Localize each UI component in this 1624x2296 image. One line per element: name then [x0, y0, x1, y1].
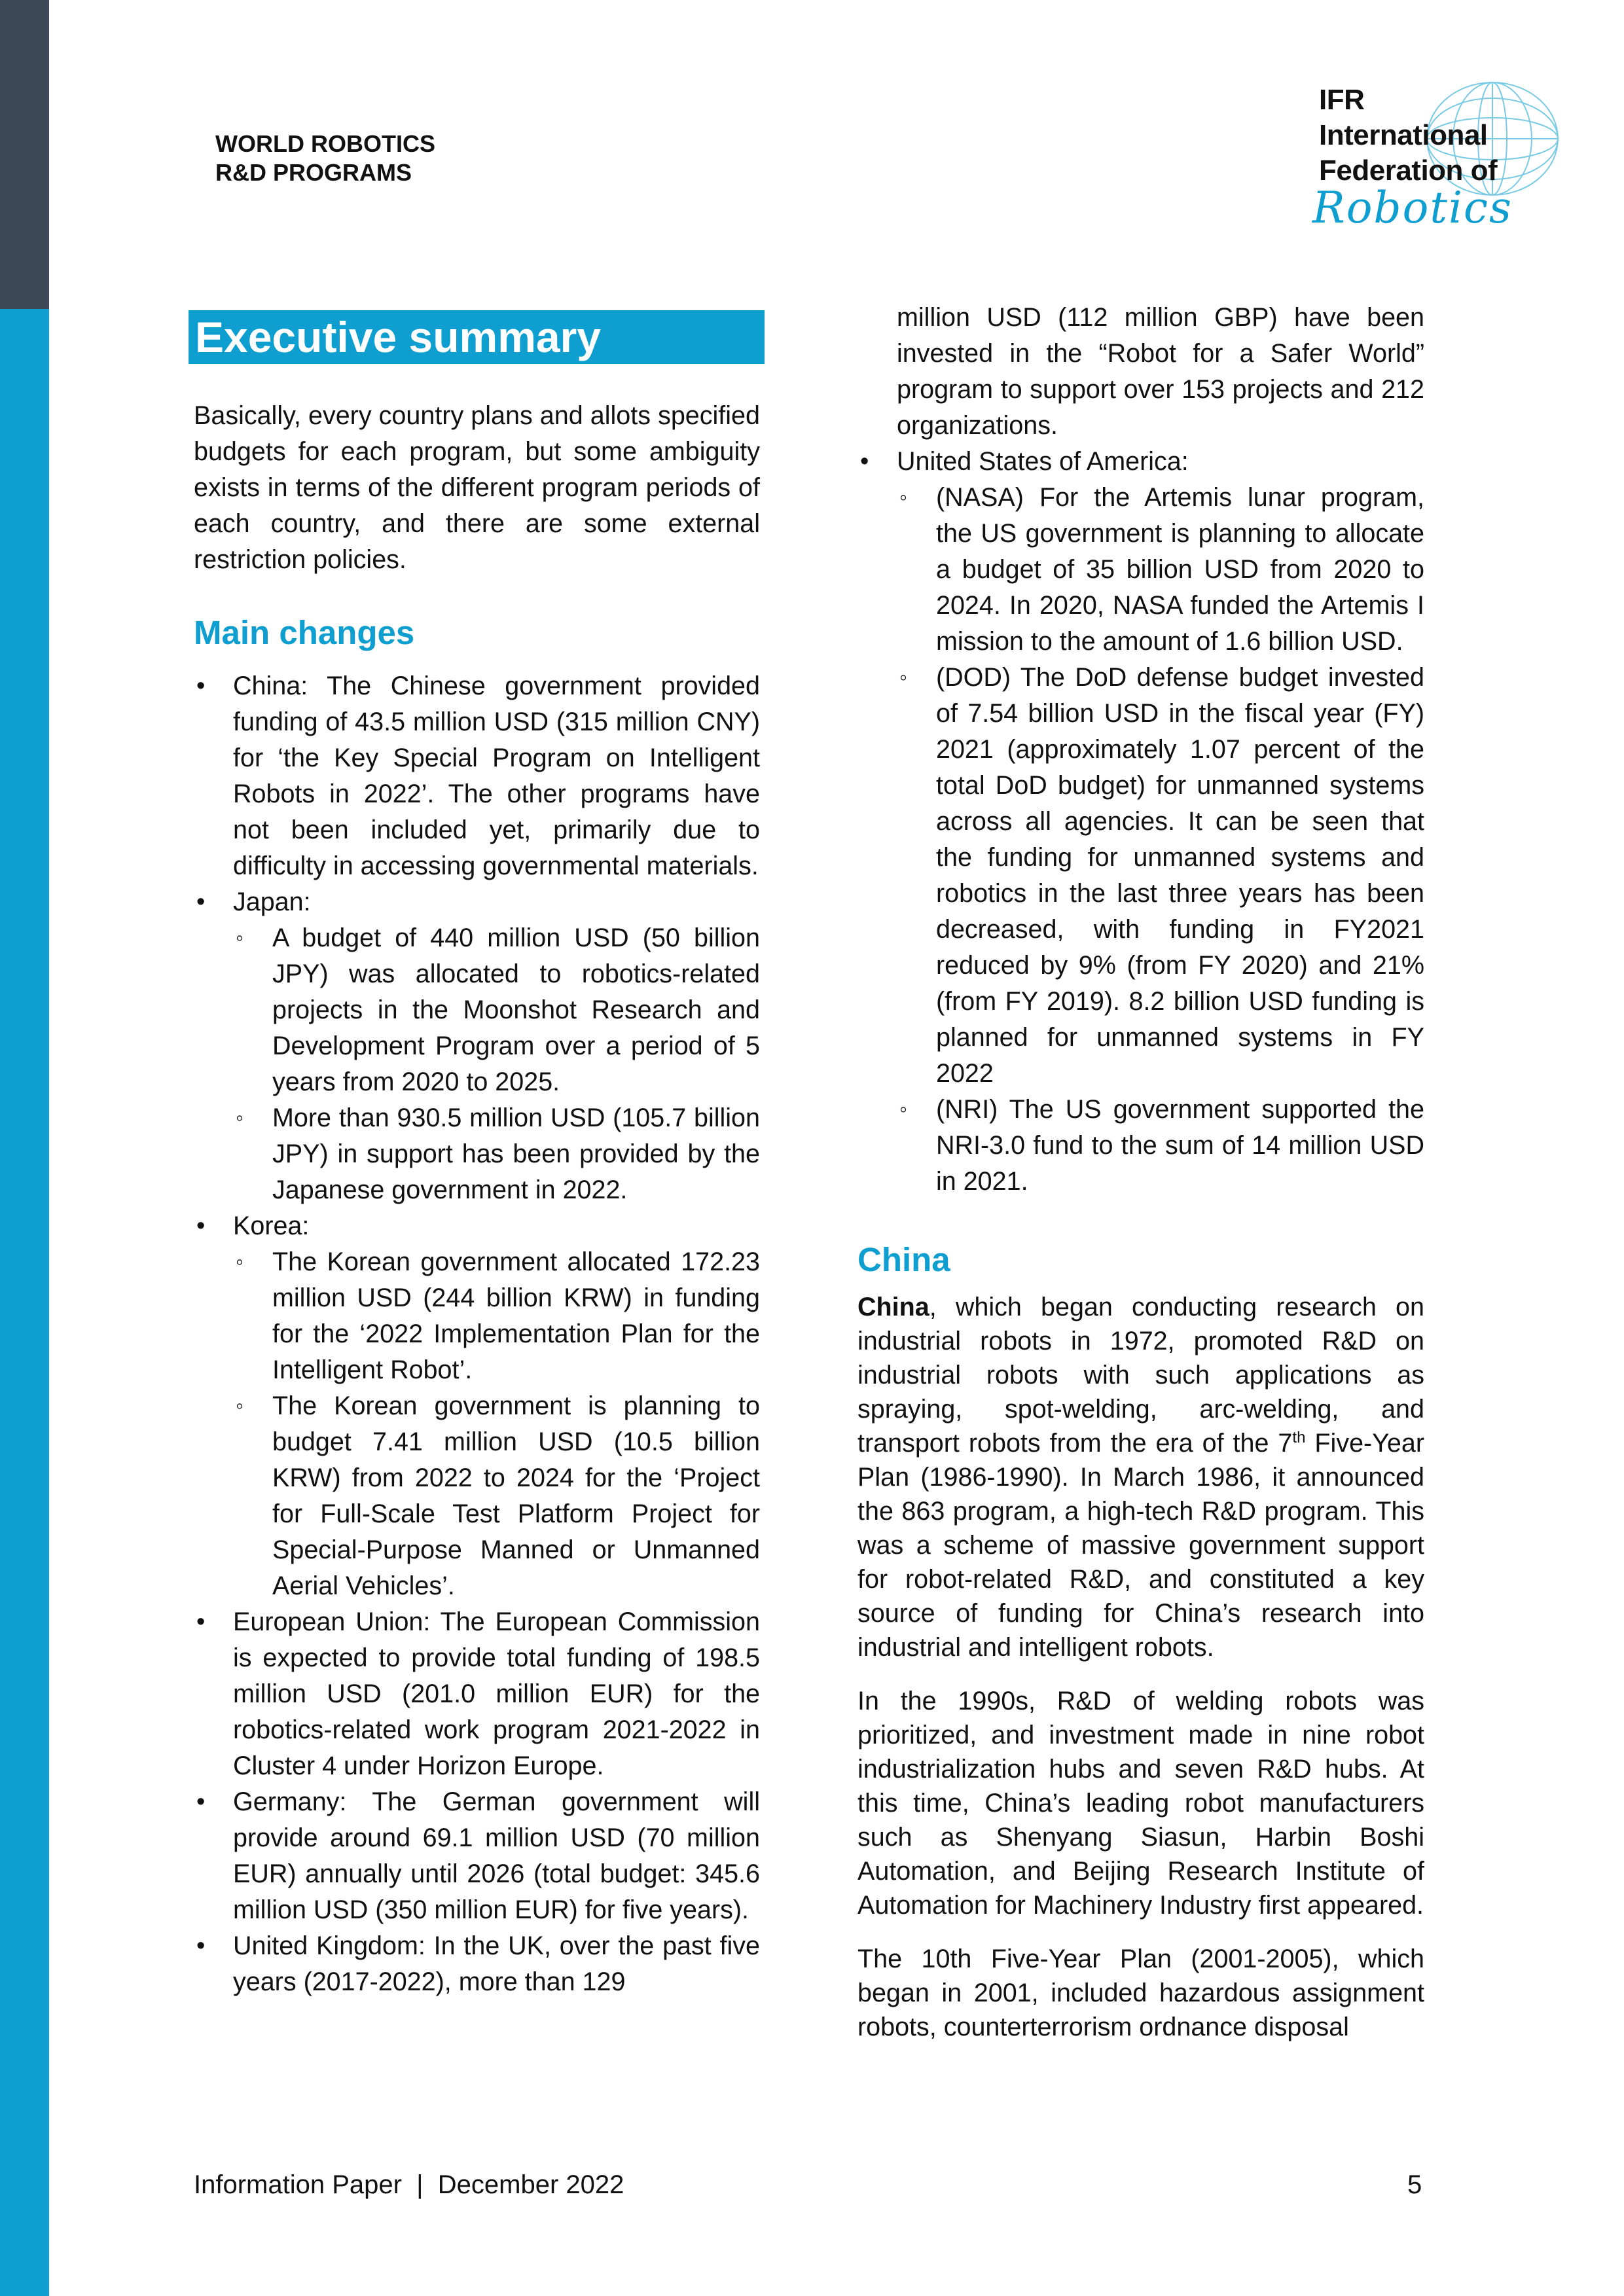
sublist-item-dod: ◦ (DOD) The DoD defense budget invested of 7.54 billion USD in the fiscal year (FY) 2021 (approximately 1.07 percent of the total DoD budget) for unmanned systems across all agencies. It can be seen that the funding for unmanned systems and robotics in the last three years has been decreased, with funding in FY2021 reduced by 9% (from FY 2020) and 21% (from FY 2019). 8.2 billion USD funding is planned for unmanned systems in FY 2022	[897, 660, 1424, 1092]
logo-script-robotics: Robotics	[1312, 183, 1513, 233]
document-header	[215, 130, 435, 187]
list-item-usa: • United States of America: ◦ (NASA) For the Artemis lunar program, the US government is planning to allocate a budget of 35 billion USD from 2020 to 2024. In 2020, NASA funded the Artemis I mission to the amount of 1.6 billion USD. ◦ (DOD) The DoD defense budget invested of 7.54 billion USD in the fiscal year (FY) 2021 (approximately 1.07 percent of the total DoD budget) for unmanned systems across all agencies. It can be seen that the funding for unmanned systems and robotics in the last three years has been decreased, with funding in FY2021 reduced by 9% (from FY 2020) and 21% (from FY 2019). 8.2 billion USD funding is planned for unmanned systems in FY 2022 ◦ (NRI) The US government supported the NRI-3.0 fund to the sum of 14 million USD in 2021.	[857, 444, 1424, 1200]
japan-sublist	[233, 920, 760, 1208]
right-column	[857, 300, 1424, 2044]
list-item-eu: • European Union: The European Commission is expected to provide total funding of 198.5 million USD (201.0 million EUR) for the robotics-related work program 2021-2022 in Cluster 4 under Horizon Europe.	[194, 1604, 760, 1784]
list-item-germany: • Germany: The German government will provide around 69.1 million USD (70 million EUR) annually until 2026 (total budget: 345.6 million USD (350 million EUR) for five years).	[194, 1784, 760, 1928]
intro-paragraph: Basically, every country plans and allots specified budgets for each program, but some ambiguity exists in terms of the different program periods of each country, and there are some external restriction policies.	[194, 401, 760, 574]
sidebar-stripe-blue	[0, 309, 49, 2296]
sublist-item: ◦ More than 930.5 million USD (105.7 billion JPY) in support has been provided by the Japanese government in 2022.	[233, 1100, 760, 1208]
sidebar-stripe-dark	[0, 0, 49, 309]
korea-sublist	[233, 1244, 760, 1604]
list-item-japan: • Japan: ◦ A budget of 440 million USD (50 billion JPY) was allocated to robotics-related projects in the Moonshot Research and Development Program over a period of 5 years from 2020 to 2025. ◦ More than 930.5 million USD (105.7 billion JPY) in support has been provided by the Japanese government in 2022.	[194, 884, 760, 1208]
footer-info: Information Paper | December 2022	[194, 2170, 624, 2199]
usa-sublist	[897, 480, 1424, 1200]
list-item-china: • China: The Chinese government provided funding of 43.5 million USD (315 million CNY) for ‘the Key Special Program on Intelligent Robots in 2022’. The other programs have not been included yet, primarily due to difficulty in accessing governmental materials.	[194, 668, 760, 884]
section-title-executive-summary: Executive summary	[189, 310, 765, 364]
sublist-item: ◦ The Korean government allocated 172.23 million USD (244 billion KRW) in funding for the ‘2022 Implementation Plan for the Intelligent Robot’.	[233, 1244, 760, 1388]
logo-wordmark: IFR International Federation of	[1319, 84, 1498, 187]
sublist-item-nri: ◦ (NRI) The US government supported the NRI-3.0 fund to the sum of 14 million USD in 2021.	[897, 1092, 1424, 1200]
list-item-uk: • United Kingdom: In the UK, over the past five years (2017-2022), more than 129	[194, 1928, 760, 2000]
main-changes-list	[194, 668, 760, 2000]
ifr-logo	[1280, 79, 1561, 242]
sublist-item: ◦ The Korean government is planning to budget 7.41 million USD (10.5 billion KRW) from 2022 to 2024 for the ‘Project for Full-Scale Test Platform Project for Special-Purpose Manned or Unmanned Aerial Vehicles’.	[233, 1388, 760, 1604]
china-paragraph-1: China, which began conducting research on industrial robots in 1972, promoted R&D on industrial robots with such applications as spraying, spot-welding, arc-welding, and transport robots from the era of the 7th Five-Year Plan (1986-1990). In March 1986, it announced the 863 program, a high-tech R&D program. This was a scheme of massive government support for robot-related R&D, and constituted a key source of funding for China’s research into industrial and intelligent robots.	[857, 1293, 1424, 1662]
uk-continued-text: million USD (112 million GBP) have been invested in the “Robot for a Safer World” program to support over 153 projects and 212 organizations.	[897, 303, 1424, 440]
header-line-1: WORLD ROBOTICS	[215, 130, 435, 157]
china-paragraph-3: The 10th Five-Year Plan (2001-2005), which began in 2001, included hazardous assignment robots, counterterrorism ordnance disposal	[857, 1945, 1424, 2041]
header-line-2: R&D PROGRAMS	[215, 159, 412, 186]
heading-main-changes: Main changes	[194, 614, 415, 651]
usa-list	[857, 444, 1424, 1200]
list-item-korea: • Korea: ◦ The Korean government allocated 172.23 million USD (244 billion KRW) in funding for the ‘2022 Implementation Plan for the Intelligent Robot’. ◦ The Korean government is planning to budget 7.41 million USD (10.5 billion KRW) from 2022 to 2024 for the ‘Project for Full-Scale Test Platform Project for Special-Purpose Manned or Unmanned Aerial Vehicles’.	[194, 1208, 760, 1604]
china-paragraph-2: In the 1990s, R&D of welding robots was prioritized, and investment made in nine robot industrialization hubs and seven R&D hubs. At this time, China’s leading robot manufacturers such as Shenyang Siasun, Harbin Boshi Automation, and Beijing Research Institute of Automation for Machinery Industry first appeared.	[857, 1687, 1424, 1920]
page-number: 5	[1407, 2170, 1422, 2199]
left-column	[194, 310, 760, 2000]
sublist-item: ◦ A budget of 440 million USD (50 billion JPY) was allocated to robotics-related projects in the Moonshot Research and Development Program over a period of 5 years from 2020 to 2025.	[233, 920, 760, 1100]
sublist-item-nasa: ◦ (NASA) For the Artemis lunar program, the US government is planning to allocate a budget of 35 billion USD from 2020 to 2024. In 2020, NASA funded the Artemis I mission to the amount of 1.6 billion USD.	[897, 480, 1424, 660]
heading-china: China	[857, 1241, 950, 1278]
